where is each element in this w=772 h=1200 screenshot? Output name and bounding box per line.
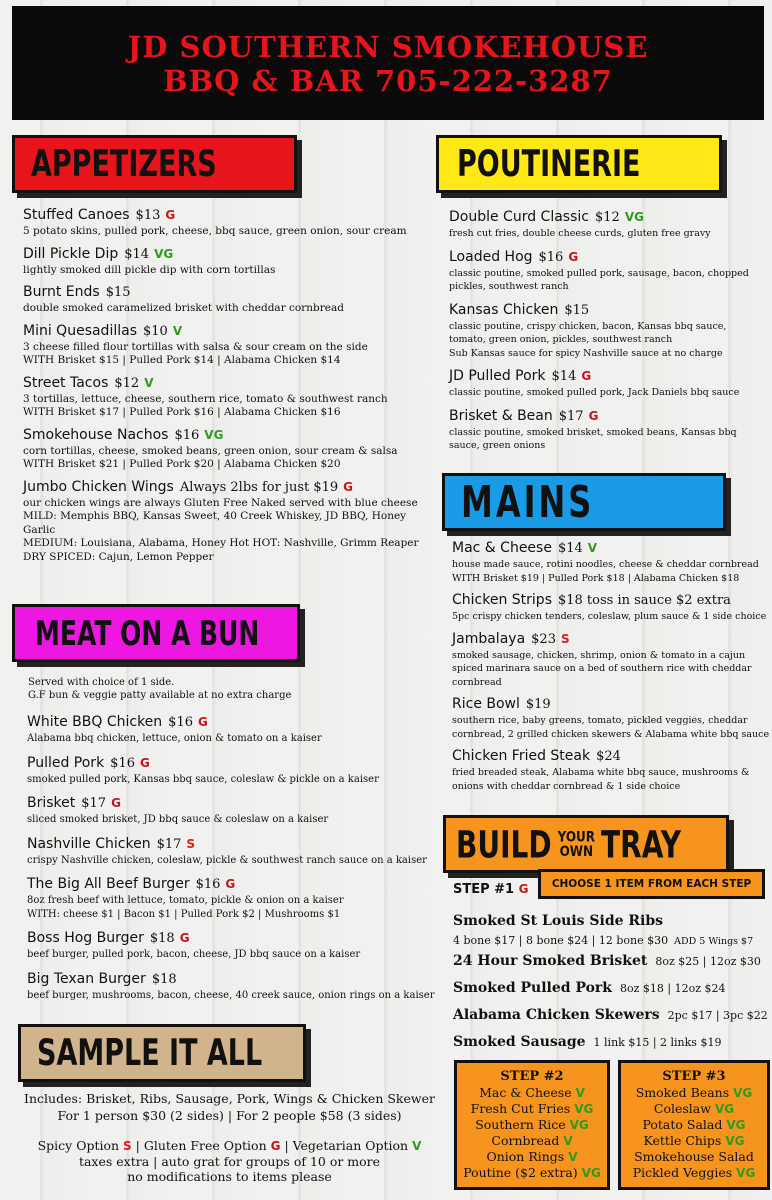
item-description: classic poutine, crispy chicken, bacon, Kansas bbq sauce, [449, 320, 727, 332]
menu-item [27, 754, 437, 787]
item-name-line [27, 875, 437, 894]
item-price: $18 [151, 971, 177, 987]
item-name: Dill Pickle Dip [23, 245, 119, 262]
step-option [457, 1133, 607, 1149]
diet-tag: G [225, 877, 236, 891]
item-description: sauce, green onions [449, 440, 546, 451]
diet-tag: G [140, 755, 150, 770]
tray-item-detail: 8oz $25 | 12oz $30 [655, 955, 761, 968]
diet-tag: G [198, 715, 208, 729]
item-name-line [27, 970, 437, 989]
step-option-name: Southern Rice [475, 1117, 566, 1132]
diet-tag: G [588, 408, 599, 423]
item-name-line [23, 426, 433, 445]
menu-item [449, 407, 767, 453]
appetizers-title: APPETIZERS [31, 143, 217, 185]
item-description: 3 cheese filled flour tortillas with salsa & sour cream on the side [23, 340, 368, 353]
item-name-line [449, 248, 767, 267]
diet-tag: S [560, 631, 570, 646]
menu-item [449, 367, 767, 400]
tray-items [453, 910, 771, 1058]
item-name: Chicken Strips [452, 592, 552, 608]
item-price: $18 [149, 931, 175, 946]
step-option-name: Poutine ($2 extra) [463, 1165, 578, 1180]
item-name: Mini Quesadillas [23, 322, 137, 339]
diet-tag: VG [726, 1118, 746, 1132]
item-name: Kansas Chicken [449, 301, 559, 318]
item-description: lightly smoked dill pickle dip with corn tortillas [23, 263, 276, 276]
diet-tag: VG [154, 246, 174, 261]
menu-item [449, 208, 767, 241]
item-name-line [449, 208, 767, 227]
item-name-line [27, 713, 437, 732]
tray-title-own: OWN [559, 842, 594, 860]
item-price: $14 [551, 369, 577, 384]
diet-tag: V [144, 375, 154, 390]
step-option-name: Coleslaw [653, 1101, 711, 1116]
menu-item [27, 875, 437, 921]
menu-item [452, 630, 770, 690]
legend-taxes: taxes extra | auto grat for groups of 10 or more [78, 1154, 381, 1169]
item-description: WITH Brisket $19 | Pulled Pork $18 | Alabama Chicken $18 [452, 572, 740, 584]
mains-section [452, 539, 770, 799]
legend-spicy-tag: S [123, 1139, 132, 1153]
item-description: MILD: Memphis BBQ, Kansas Sweet, 40 Creek Whiskey, JD BBQ, Honey Garlic [23, 510, 407, 536]
step-option-name: Onion Rings [486, 1149, 565, 1164]
meat-on-a-bun-banner [12, 604, 300, 662]
diet-tag: VG [204, 427, 224, 442]
item-price: $12 [594, 210, 620, 225]
item-price: $14 [124, 246, 150, 262]
item-name-line [449, 407, 767, 426]
item-name-line [27, 929, 437, 948]
menu-item [23, 245, 433, 278]
item-name: Jumbo Chicken Wings [23, 478, 174, 495]
diet-tag: S [186, 836, 196, 851]
tray-item-detail: 8oz $18 | 12oz $24 [620, 982, 726, 995]
item-description: 3 tortillas, lettuce, cheese, southern rice, tomato & southwest ranch [23, 392, 388, 405]
tray-item [453, 1031, 771, 1050]
item-name: Stuffed Canoes [23, 207, 130, 223]
item-description: fresh cut fries, double cheese curds, gluten free gravy [449, 228, 711, 239]
step-option-name: Pickled Veggies [632, 1165, 733, 1180]
restaurant-name: JD SOUTHERN SMOKEHOUSE [127, 30, 649, 64]
step-option [621, 1117, 767, 1133]
legend-gluten-label: Gluten Free Option [143, 1138, 267, 1153]
menu-item [452, 695, 770, 741]
item-name-line [449, 301, 767, 320]
item-name-line [23, 478, 433, 497]
tray-item-name: Smoked St Louis Side Ribs [453, 913, 664, 929]
item-price: $16 [168, 715, 193, 730]
menu-item [27, 794, 437, 827]
step-option [621, 1165, 767, 1181]
diet-tag: G [111, 796, 121, 810]
item-price: $16 [174, 427, 200, 443]
step-option [621, 1101, 767, 1117]
item-price: $12 [114, 375, 140, 391]
item-description: onions with cheddar cornbread & 1 side choice [452, 780, 681, 792]
diet-tag: VG [714, 1102, 735, 1116]
item-price: $23 [531, 631, 556, 647]
tray-item [453, 910, 771, 948]
item-price: $16 [538, 249, 564, 265]
item-description: spiced marinara sauce on a bed of southern rice with cheddar [452, 663, 752, 674]
item-price: $24 [596, 749, 621, 764]
diet-tag: V [568, 1150, 578, 1164]
menu-item [27, 970, 437, 1003]
item-price: $17 [156, 836, 182, 852]
menu-item [23, 478, 433, 565]
menu-item [27, 929, 437, 962]
step-option [621, 1085, 767, 1101]
item-name-line [452, 539, 770, 558]
legend [22, 1138, 437, 1184]
step-option-name: Potato Salad [642, 1117, 723, 1132]
tray-item [453, 1004, 771, 1023]
item-description: house made sauce, rotini noodles, cheese & cheddar cornbread [452, 559, 759, 570]
item-name-line [452, 591, 770, 610]
restaurant-subtitle-phone: BBQ & BAR 705-222-3287 [163, 64, 613, 98]
legend-gluten-tag: G [270, 1139, 281, 1153]
sample-includes: Includes: Brisket, Ribs, Sausage, Pork, Wings & Chicken Skewer [24, 1091, 435, 1106]
menu-item [23, 206, 433, 239]
tray-title-build: BUILD [456, 821, 552, 867]
bun-intro [28, 676, 428, 702]
bun-section [27, 713, 437, 1010]
mains-title: MAINS [461, 476, 595, 528]
item-name: Jambalaya [452, 630, 526, 647]
item-name: JD Pulled Pork [449, 368, 546, 384]
diet-tag: G [179, 931, 190, 945]
poutinerie-section [449, 208, 767, 460]
step-option [621, 1149, 767, 1165]
step3-box [618, 1060, 770, 1190]
diet-tag: G [343, 479, 354, 494]
step-option [457, 1149, 607, 1165]
item-price: Always 2lbs for just $19 [179, 479, 339, 495]
menu-item [23, 426, 433, 472]
menu-item [27, 835, 437, 868]
item-description: WITH Brisket $21 | Pulled Pork $20 | Alabama Chicken $20 [23, 458, 341, 470]
item-name-line [23, 206, 433, 225]
appetizers-section [23, 206, 433, 570]
item-name: Double Curd Classic [449, 209, 589, 225]
item-price: $17 [558, 408, 584, 424]
item-name: Rice Bowl [452, 696, 520, 712]
diet-tag: VG [574, 1102, 594, 1116]
sample-it-all-banner [18, 1024, 306, 1082]
diet-tag: VG [736, 1166, 756, 1180]
choose-one-text: CHOOSE 1 ITEM FROM EACH STEP [551, 878, 752, 890]
diet-tag: VG [569, 1118, 589, 1132]
item-name: Pulled Pork [27, 754, 105, 771]
tray-item-detail: 1 link $15 | 2 links $19 [593, 1036, 722, 1049]
tray-title-your: YOUR [557, 828, 596, 846]
item-name-line [23, 322, 433, 341]
diet-tag: VG [624, 210, 644, 224]
item-description: double smoked caramelized brisket with cheddar cornbread [23, 302, 344, 314]
diet-tag: V [587, 541, 598, 555]
item-description: sliced smoked brisket, JD bbq sauce & coleslaw on a kaiser [27, 814, 329, 825]
menu-item [452, 747, 770, 793]
item-description: crispy Nashville chicken, coleslaw, pickle & southwest ranch sauce on a kaiser [27, 854, 427, 866]
item-description: 5 potato skins, pulled pork, cheese, bbq sauce, green onion, sour cream [23, 225, 407, 237]
poutinerie-title: POUTINERIE [457, 143, 641, 185]
item-description: pickles, southwest ranch [449, 281, 569, 292]
item-description: WITH: cheese $1 | Bacon $1 | Pulled Pork $2 | Mushrooms $1 [27, 908, 341, 920]
menu-item [23, 283, 433, 316]
item-price: $14 [557, 541, 583, 556]
menu-item [27, 713, 437, 746]
tray-item-extra: ADD 5 Wings $7 [674, 936, 754, 947]
tray-item-name: 24 Hour Smoked Brisket [453, 953, 648, 969]
item-name: Brisket & Bean [449, 407, 553, 424]
item-description: DRY SPICED: Cajun, Lemon Pepper [23, 550, 214, 563]
item-description: tomato, green onion, pickles, southwest ranch [449, 334, 673, 345]
item-name: Mac & Cheese [452, 540, 552, 556]
step-option-name: Mac & Cheese [479, 1085, 572, 1100]
item-name-line [27, 794, 437, 813]
item-name: Chicken Fried Steak [452, 748, 591, 764]
menu-item [23, 322, 433, 368]
item-name-line [23, 245, 433, 264]
item-name: The Big All Beef Burger [27, 876, 190, 892]
bun-intro-line: Served with choice of 1 side. [28, 677, 175, 688]
mains-banner [442, 473, 726, 531]
item-description: southern rice, baby greens, tomato, pickled veggies, cheddar [452, 715, 748, 726]
item-description: Sub Kansas sauce for spicy Nashville sauce at no charge [449, 347, 723, 359]
step-title: STEP #3 [662, 1069, 726, 1084]
item-price: $10 [143, 323, 168, 339]
item-description: classic poutine, smoked brisket, smoked beans, Kansas bbq [449, 426, 737, 438]
item-price: $15 [564, 302, 590, 318]
item-name-line [27, 835, 437, 854]
item-name: Burnt Ends [23, 284, 100, 300]
poutinerie-banner [436, 135, 722, 193]
item-description: our chicken wings are always Gluten Free Naked served with blue cheese [23, 496, 418, 509]
item-description: 8oz fresh beef with lettuce, tomato, pickle & onion on a kaiser [27, 895, 344, 906]
tray-item [453, 950, 771, 969]
step-option [621, 1133, 767, 1149]
item-description: fried breaded steak, Alabama white bbq sauce, mushrooms & [452, 767, 750, 778]
item-name-line [23, 283, 433, 302]
item-price: $19 [525, 697, 551, 712]
choose-one-badge [538, 869, 765, 899]
step-option-name: Smokehouse Salad [634, 1149, 754, 1164]
tray-item [453, 977, 771, 996]
menu-item [452, 591, 770, 624]
item-price: $16 [195, 877, 221, 892]
step-option [457, 1085, 607, 1101]
step-option-name: Cornbread [491, 1133, 560, 1148]
item-description: smoked sausage, chicken, shrimp, onion & tomato in a cajun [452, 649, 746, 661]
item-name: Nashville Chicken [27, 835, 151, 852]
restaurant-header [12, 6, 764, 120]
diet-tag: VG [725, 1134, 745, 1148]
item-price: $18 toss in sauce $2 extra [557, 593, 731, 608]
diet-tag: G [581, 369, 592, 383]
item-name: Big Texan Burger [27, 970, 146, 987]
sample-pricing: For 1 person $30 (2 sides) | For 2 people $58 (3 sides) [57, 1108, 402, 1123]
sample-it-all-title: SAMPLE IT ALL [37, 1032, 263, 1074]
diet-tag: G [165, 208, 176, 222]
item-name: White BBQ Chicken [27, 714, 163, 730]
diet-tag: V [563, 1134, 573, 1148]
item-price: $15 [105, 285, 131, 300]
diet-tag: VG [581, 1166, 601, 1180]
step1-title: STEP #1 [453, 882, 515, 897]
item-name-line [452, 747, 770, 766]
diet-tag: G [568, 249, 579, 264]
meat-on-a-bun-title: MEAT ON A BUN [35, 613, 260, 653]
appetizers-banner [12, 135, 297, 193]
item-description: WITH Brisket $17 | Pulled Pork $16 | Alabama Chicken $16 [23, 406, 341, 418]
diet-tag: VG [733, 1086, 753, 1100]
item-description: 5pc crispy chicken tenders, coleslaw, plum sauce & 1 side choice [452, 611, 767, 622]
menu-item [449, 301, 767, 361]
item-name-line [452, 695, 770, 714]
item-name: Brisket [27, 795, 76, 811]
item-description: beef burger, pulled pork, bacon, cheese, JD bbq sauce on a kaiser [27, 949, 361, 960]
item-name: Street Tacos [23, 374, 109, 391]
legend-veg-tag: V [412, 1139, 422, 1153]
step-option-name: Kettle Chips [643, 1133, 722, 1148]
bun-intro-line: G.F bun & veggie patty available at no extra charge [28, 690, 292, 701]
item-price: $17 [81, 796, 107, 811]
item-name: Loaded Hog [449, 248, 533, 265]
item-name-line [23, 374, 433, 393]
item-price: $16 [110, 755, 135, 771]
step-option [457, 1117, 607, 1133]
item-name-line [452, 630, 770, 649]
menu-item [23, 374, 433, 420]
tray-item-detail: 2pc $17 | 3pc $22 [667, 1009, 768, 1022]
legend-spicy-label: Spicy Option [37, 1138, 120, 1153]
tray-item-name: Smoked Sausage [453, 1034, 586, 1050]
item-price: $13 [135, 208, 161, 223]
item-name-line [27, 754, 437, 773]
legend-options: Spicy Option S | Gluten Free Option G | Vegetarian Option V [37, 1138, 422, 1153]
item-description: beef burger, mushrooms, bacon, cheese, 40 creek sauce, onion rings on a kaiser [27, 989, 435, 1001]
step1-tag: G [518, 882, 529, 896]
item-name: Smokehouse Nachos [23, 426, 169, 443]
item-description: classic poutine, smoked pulled pork, sausage, bacon, chopped [449, 267, 749, 279]
legend-no-modifications: no modifications to items please [127, 1169, 332, 1184]
step-option-name: Smoked Beans [635, 1085, 730, 1100]
step2-box [454, 1060, 610, 1190]
menu-item [449, 248, 767, 294]
item-description: Alabama bbq chicken, lettuce, onion & tomato on a kaiser [27, 733, 322, 744]
item-description: classic poutine, smoked pulled pork, Jack Daniels bbq sauce [449, 387, 740, 398]
sample-details [22, 1090, 437, 1124]
item-description: corn tortillas, cheese, smoked beans, green onion, sour cream & salsa [23, 444, 398, 457]
build-tray-banner [443, 815, 729, 873]
item-name: Boss Hog Burger [27, 930, 144, 946]
step-option [457, 1101, 607, 1117]
diet-tag: V [575, 1086, 585, 1100]
tray-item-detail: 4 bone $17 | 8 bone $24 | 12 bone $30 [453, 934, 669, 947]
step-option [457, 1165, 607, 1181]
step1-label [453, 882, 529, 897]
item-name-line [449, 367, 767, 386]
legend-veg-label: Vegetarian Option [292, 1138, 409, 1153]
tray-title-tray: TRAY [601, 821, 681, 867]
item-description: smoked pulled pork, Kansas bbq sauce, coleslaw & pickle on a kaiser [27, 773, 379, 785]
diet-tag: V [172, 323, 183, 338]
menu-item [452, 539, 770, 585]
tray-item-name: Alabama Chicken Skewers [453, 1007, 660, 1023]
step-title: STEP #2 [500, 1069, 564, 1084]
item-description: WITH Brisket $15 | Pulled Pork $14 | Alabama Chicken $14 [23, 354, 341, 366]
step-option-name: Fresh Cut Fries [470, 1101, 571, 1116]
item-description: MEDIUM: Louisiana, Alabama, Honey Hot HOT: Nashville, Grimm Reaper [23, 537, 419, 549]
item-description: cornbread [452, 676, 502, 688]
tray-item-name: Smoked Pulled Pork [453, 980, 613, 996]
item-description: cornbread, 2 grilled chicken skewers & Alabama white bbq sauce [452, 728, 770, 740]
